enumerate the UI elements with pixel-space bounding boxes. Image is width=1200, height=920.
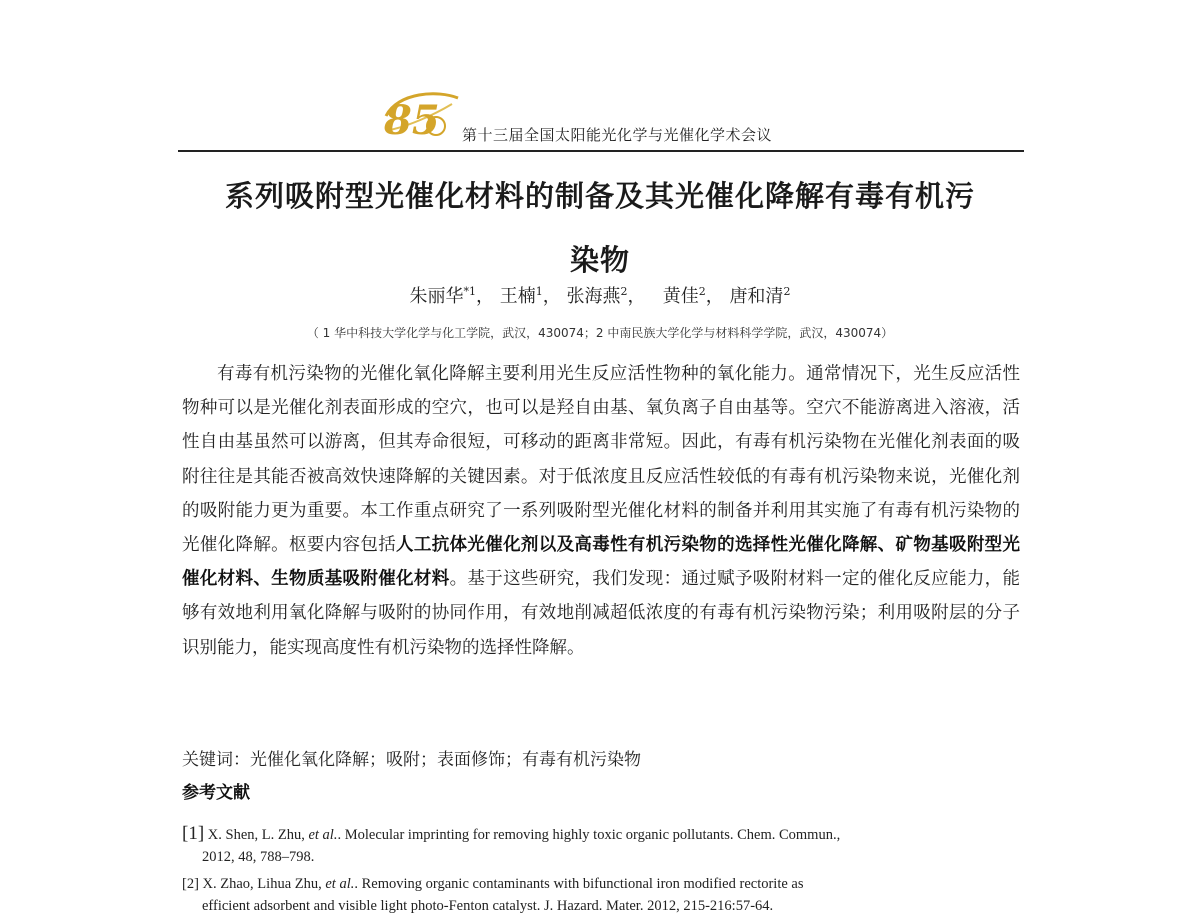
author-affiliation-mark: 1 bbox=[535, 285, 543, 298]
reference-text-continued: efficient adsorbent and visible light photo-Fenton catalyst. J. Hazard. Mater. 2012, 215-216:57-64. bbox=[202, 898, 774, 914]
reference-text-continued: 2012, 48, 788–798. bbox=[202, 849, 315, 865]
paper-title bbox=[170, 164, 1030, 292]
author-name: 朱丽华 bbox=[409, 286, 464, 307]
conference-logo bbox=[378, 86, 462, 146]
author-affiliation-mark: 2 bbox=[783, 285, 791, 298]
conference-title: 第十三届全国太阳能光化学与光催化学术会议 bbox=[462, 126, 773, 144]
title-line-1: 系列吸附型光催化材料的制备及其光催化降解有毒有机污 bbox=[224, 179, 975, 213]
author-name: 张海燕 bbox=[566, 286, 621, 307]
reference-etal: et al. bbox=[325, 876, 355, 892]
reference-item bbox=[182, 873, 1020, 917]
reference-number: [1] bbox=[182, 823, 205, 844]
reference-text: . Molecular imprinting for removing highly toxic organic pollutants. Chem. Commun., bbox=[337, 827, 841, 843]
reference-number: [2] bbox=[182, 876, 199, 892]
reference-authors: X. Zhao, Lihua Zhu, bbox=[202, 876, 322, 892]
references-heading: 参考文献 bbox=[182, 783, 250, 803]
reference-etal: et al. bbox=[308, 827, 338, 843]
author-list: 朱丽华$^{*1}$， 王楠$^1$， 张海燕$^2$， 黄佳$^2$， 唐和清$^2$ bbox=[409, 285, 791, 307]
author-affiliation-mark: 2 bbox=[620, 285, 628, 298]
author-name: 唐和清 bbox=[729, 286, 784, 307]
title-line-2: 染物 bbox=[569, 243, 630, 277]
author-name: 王楠 bbox=[499, 286, 536, 307]
author-name: 黄佳 bbox=[662, 286, 699, 307]
reference-authors: X. Shen, L. Zhu, bbox=[207, 827, 305, 843]
abstract-text: 。基于这些研究，我们发现：通过赋予吸附材料一定的催化反应能力，能够有效地利用氧化降解与吸附的协同作用，有效地削减超低浓度的有毒有机污染物污染；利用吸附层的分子识别能力，能实现高度性有机污染物的选择性降解。 bbox=[182, 569, 1021, 658]
header-divider bbox=[178, 150, 1024, 152]
affiliations: （ 1 华中科技大学化学与化工学院，武汉，430074；2 中南民族大学化学与材料科学学院，武汉，430074） bbox=[306, 326, 894, 340]
author-affiliation-mark: *1 bbox=[463, 285, 477, 298]
keywords: 关键词：光催化氧化降解；吸附；表面修饰；有毒有机污染物 bbox=[182, 750, 641, 770]
reference-item bbox=[182, 823, 1020, 868]
abstract-highlight: 人工抗体光催化剂以及高毒性有机污染物的选择性光催化降解、矿物基吸附型光催化材料、生物质基吸附催化材料 bbox=[182, 535, 1021, 590]
reference-text: . Removing organic contaminants with bifunctional iron modified rectorite as bbox=[354, 876, 804, 892]
anniversary-85-logo-icon bbox=[378, 86, 462, 146]
author-affiliation-mark: 2 bbox=[698, 285, 706, 298]
abstract-body bbox=[182, 357, 1020, 665]
logo-text: 85 bbox=[384, 97, 440, 144]
abstract-text: 有毒有机污染物的光催化氧化降解主要利用光生反应活性物种的氧化能力。通常情况下，光生反应活性物种可以是光催化剂表面形成的空穴，也可以是羟自由基、氧负离子自由基等。空穴不能游离进入溶液，活性自由基虽然可以游离，但其寿命很短，可移动的距离非常短。因此，有毒有机污染物在光催化剂表面的吸附往往是其能否被高效快速降解的关键因素。对于低浓度且反应活性较低的有毒有机污染物来说，光催化剂的吸附能力更为重要。本工作重点研究了一系列吸附型光催化材料的制备并利用其实施了有毒有机污染物的光催化降解。枢要内容包括 bbox=[182, 364, 1020, 556]
